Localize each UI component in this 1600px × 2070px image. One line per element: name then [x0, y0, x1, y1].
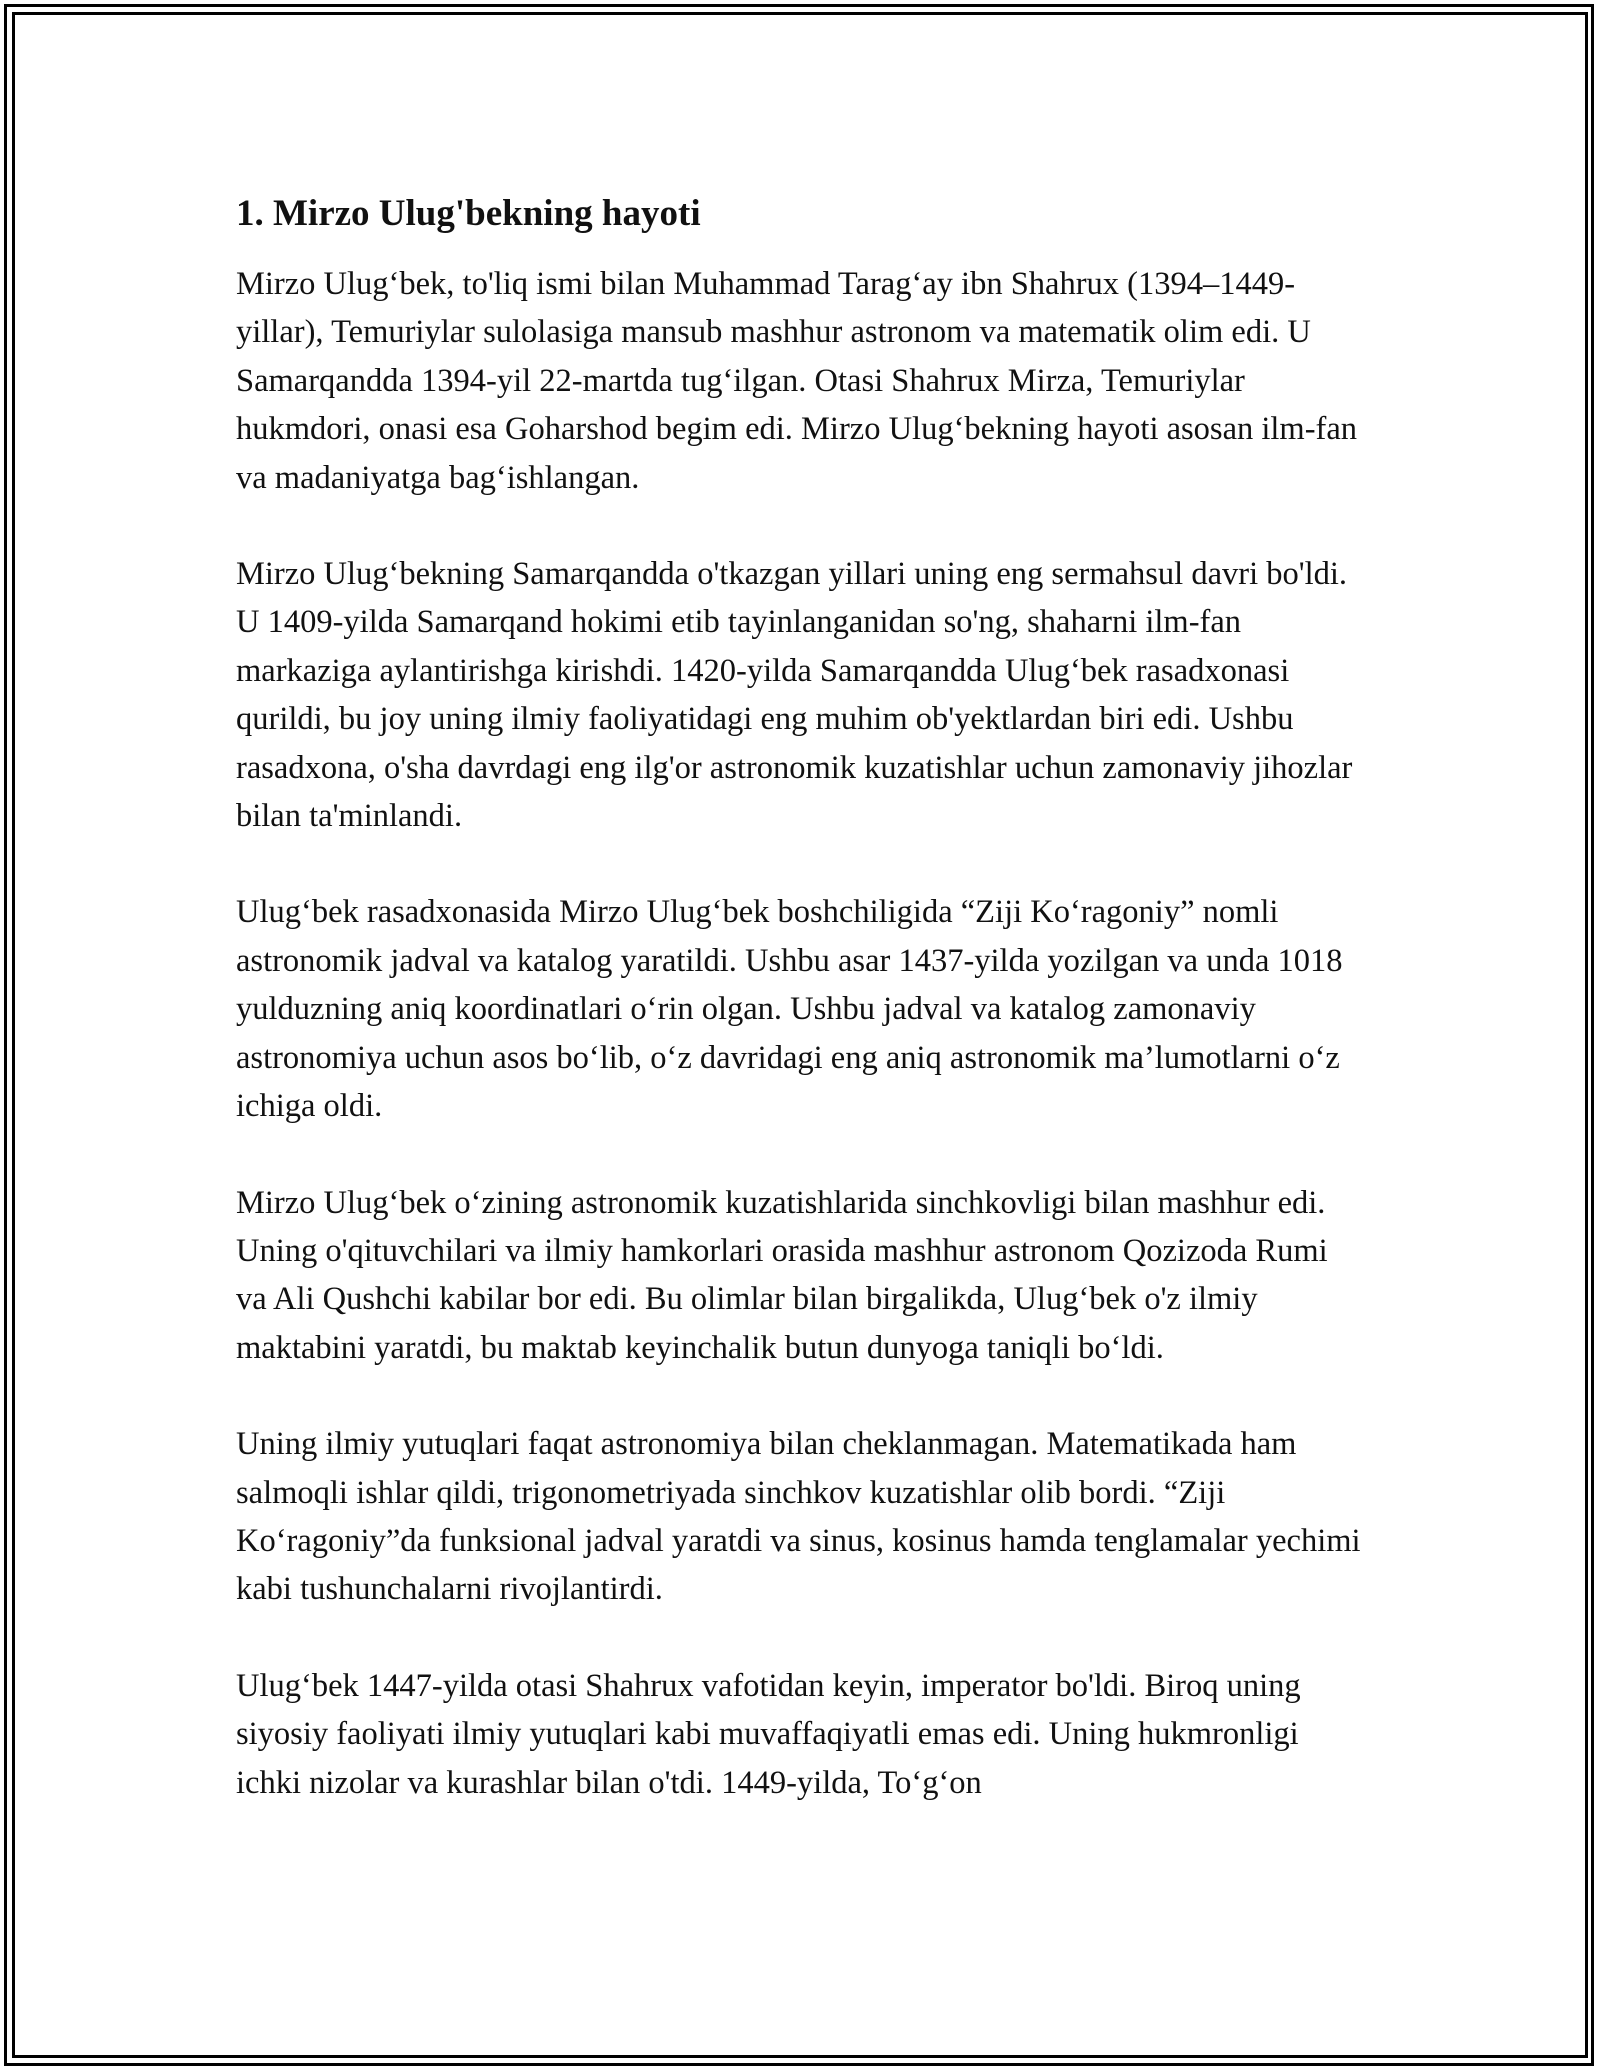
paragraph-samarkand-years: Mirzo Ulug‘bekning Samarqandda o'tkazgan yillari uning eng sermahsul davri bo'ldi. U 1409-yilda Samarqand hokimi etib tayinlanganidan so'ng, shaharni ilm-fan markaziga aylantirishga kirishdi. 1420-yilda Samarqandda Ulug‘bek rasadxonasi qurildi, bu joy uning ilmiy faoliyatidagi eng muhim ob'yektlardan biri edi. Ushbu rasadxona, o'sha davrdagi eng ilg'or astronomik kuzatishlar uchun zamonaviy jihozlar bilan ta'minlandi.: [236, 556, 1353, 835]
document-body: [236, 188, 1366, 1807]
paragraph-reign: Ulug‘bek 1447-yilda otasi Shahrux vafotidan keyin, imperator bo'ldi. Biroq uning siyosiy faoliyati ilmiy yutuqlari kabi muvaffaqiyatli emas edi. Uning hukmronligi ichki nizolar va kurashlar bilan o'tdi. 1449-yilda, To‘g‘on: [236, 1667, 1301, 1801]
paragraph-biography-intro: Mirzo Ulug‘bek, to'liq ismi bilan Muhammad Tarag‘ay ibn Shahrux (1394–1449-yillar), Temuriylar sulolasiga mansub mashhur astronom va matematik olim edi. U Samarqandda 1394-yil 22-martda tug‘ilgan. Otasi Shahrux Mirza, Temuriylar hukmdori, onasi esa Goharshod begim edi. Mirzo Ulug‘bekning hayoti asosan ilm-fan va madaniyatga bag‘ishlangan.: [236, 266, 1358, 496]
paragraph-mathematics: Uning ilmiy yutuqlari faqat astronomiya bilan cheklanmagan. Matematikada ham salmoqli ishlar qildi, trigonometriyada sinchkov kuzatishlar olib bordi. “Ziji Ko‘ragoniy”da funksional jadval yaratdi va sinus, kosinus hamda tenglamalar yechimi kabi tushunchalarni rivojlantirdi.: [236, 1426, 1361, 1608]
paragraph-ziji-koragoniy: Ulug‘bek rasadxonasida Mirzo Ulug‘bek boshchiligida “Ziji Ko‘ragoniy” nomli astronomik jadval va katalog yaratildi. Ushbu asar 1437-yilda yozilgan va unda 1018 yulduzning aniq koordinatlari o‘rin olgan. Ushbu jadval va katalog zamonaviy astronomiya uchun asos bo‘lib, o‘z davridagi eng aniq astronomik ma’lumotlarni o‘z ichiga oldi.: [236, 894, 1343, 1125]
section-heading: 1. Mirzo Ulug'bekning hayoti: [236, 193, 701, 234]
paragraph-observations: Mirzo Ulug‘bek o‘zining astronomik kuzatishlarida sinchkovligi bilan mashhur edi. Uning o'qituvchilari va ilmiy hamkorlari orasida mashhur astronom Qozizoda Rumi va Ali Qushchi kabilar bor edi. Bu olimlar bilan birgalikda, Ulug‘bek o'z ilmiy maktabini yaratdi, bu maktab keyinchalik butun dunyoga taniqli bo‘ldi.: [236, 1184, 1328, 1366]
